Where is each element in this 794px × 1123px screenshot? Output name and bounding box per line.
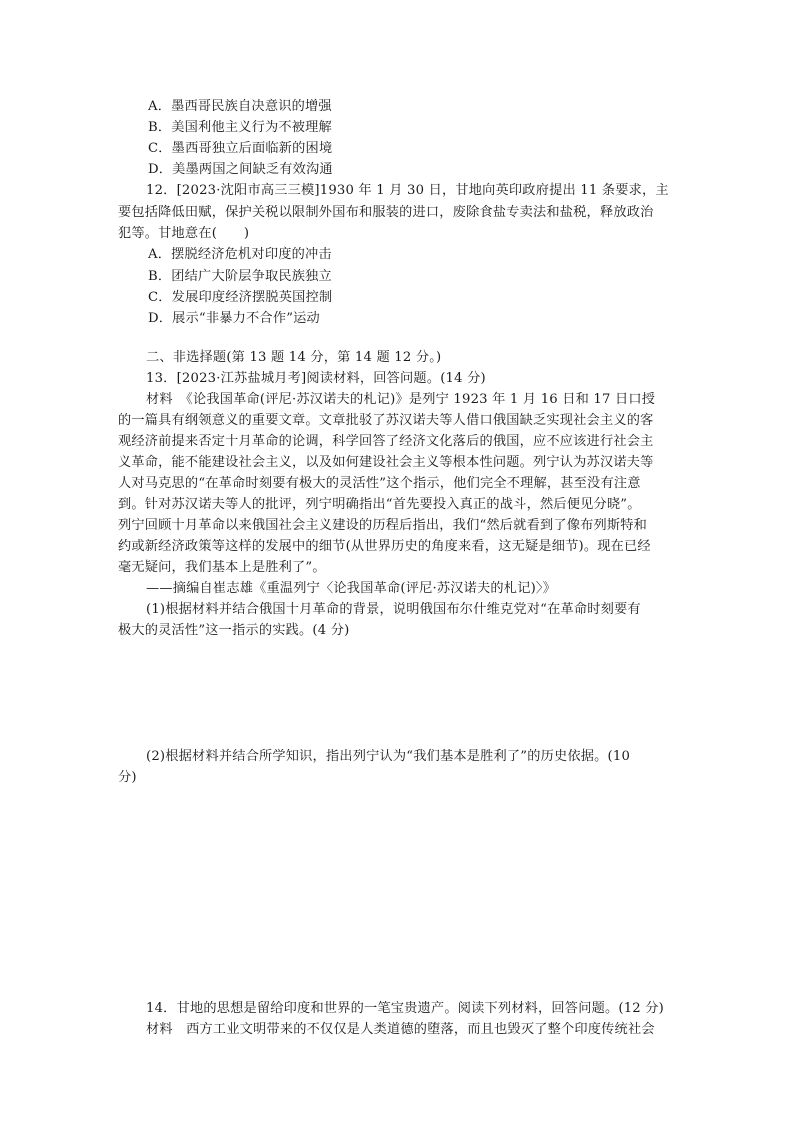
section-heading: 二、非选择题(第 13 题 14 分，第 14 题 12 分。) xyxy=(146,350,442,365)
q13-material-line: 到。针对苏汉诺夫等人的批评，列宁明确指出“首先要投入真正的战斗，然后便见分晓”。 xyxy=(118,497,641,512)
q13-material-line: 列宁回顾十月革命以来俄国社会主义建设的历程后指出，我们“然后就看到了像布列斯特和 xyxy=(118,518,648,533)
q12-option-c: C．发展印度经济摆脱英国控制 xyxy=(148,290,333,305)
q14-material-line-1: 材料 西方工业文明带来的不仅仅是人类道德的堕落，而且也毁灭了整个印度传统社会 xyxy=(146,1022,655,1037)
q11-option-b: B．美国利他主义行为不被理解 xyxy=(148,120,332,135)
q13-material-line: 人对马克思的“在革命时刻要有极大的灵活性”这个指示，他们完全不理解，甚至没有注意 xyxy=(118,476,641,491)
q13-sub2-line-2: 分) xyxy=(118,770,137,785)
q13-material-line: 观经济前提来否定十月革命的论调，科学回答了经济文化落后的俄国，应不应该进行社会主 xyxy=(118,434,654,449)
q11-option-d: D．美墨两国之间缺乏有效沟通 xyxy=(148,162,333,177)
q13-sub1-line-2: 极大的灵活性”这一指示的实践。(4 分) xyxy=(118,623,350,638)
q13-sub1-line-1: (1)根据材料并结合俄国十月革命的背景，说明俄国布尔什维克党对“在革命时刻要有 xyxy=(146,602,641,617)
q13-material-line: 义革命，能不能建设社会主义，以及如何建设社会主义等根本性问题。列宁认为苏汉诺夫等 xyxy=(118,455,654,470)
q13-stem: 13．[2023·江苏盐城月考]阅读材料，回答问题。(14 分) xyxy=(146,371,486,386)
q13-material-line: 毫无疑问，我们基本上是胜利了”。 xyxy=(118,560,326,575)
q13-material-line: 约或新经济政策等这样的发展中的细节(从世界历史的角度来看，这无疑是细节)。现在已经 xyxy=(118,539,651,554)
q12-option-a: A．摆脱经济危机对印度的冲击 xyxy=(148,247,332,262)
q14-stem: 14．甘地的思想是留给印度和世界的一笔宝贵遗产。阅读下列材料，回答问题。(12 分) xyxy=(146,1001,665,1016)
q12-stem-line-3: 犯等。甘地意在( ) xyxy=(118,226,250,241)
q12-option-b: B．团结广大阶层争取民族独立 xyxy=(148,269,332,284)
q13-material-line: 材料 《论我国革命(评尼·苏汉诺夫的札记)》是列宁 1923 年 1 月 16 日和 17 日口授 xyxy=(146,392,656,407)
q13-source: ——摘编自崔志雄《重温列宁〈论我国革命(评尼·苏汉诺夫的札记)〉》 xyxy=(146,581,557,596)
q11-option-a: A．墨西哥民族自决意识的增强 xyxy=(148,99,332,114)
q12-stem-line-1: 12．[2023·沈阳市高三三模]1930 年 1 月 30 日，甘地向英印政府提出 11 条要求，主 xyxy=(146,183,669,198)
q13-material-line: 的一篇具有纲领意义的重要文章。文章批驳了苏汉诺夫等人借口俄国缺乏实现社会主义的客 xyxy=(118,413,654,428)
q11-option-c: C．墨西哥独立后面临新的困境 xyxy=(148,141,333,156)
q12-option-d: D．展示“非暴力不合作”运动 xyxy=(148,311,320,326)
q13-sub2-line-1: (2)根据材料并结合所学知识，指出列宁认为“我们基本是胜利了”的历史依据。(10 xyxy=(146,749,631,764)
q12-stem-line-2: 要包括降低田赋，保护关税以限制外国布和服装的进口，废除食盐专卖法和盐税，释放政治 xyxy=(118,205,654,220)
